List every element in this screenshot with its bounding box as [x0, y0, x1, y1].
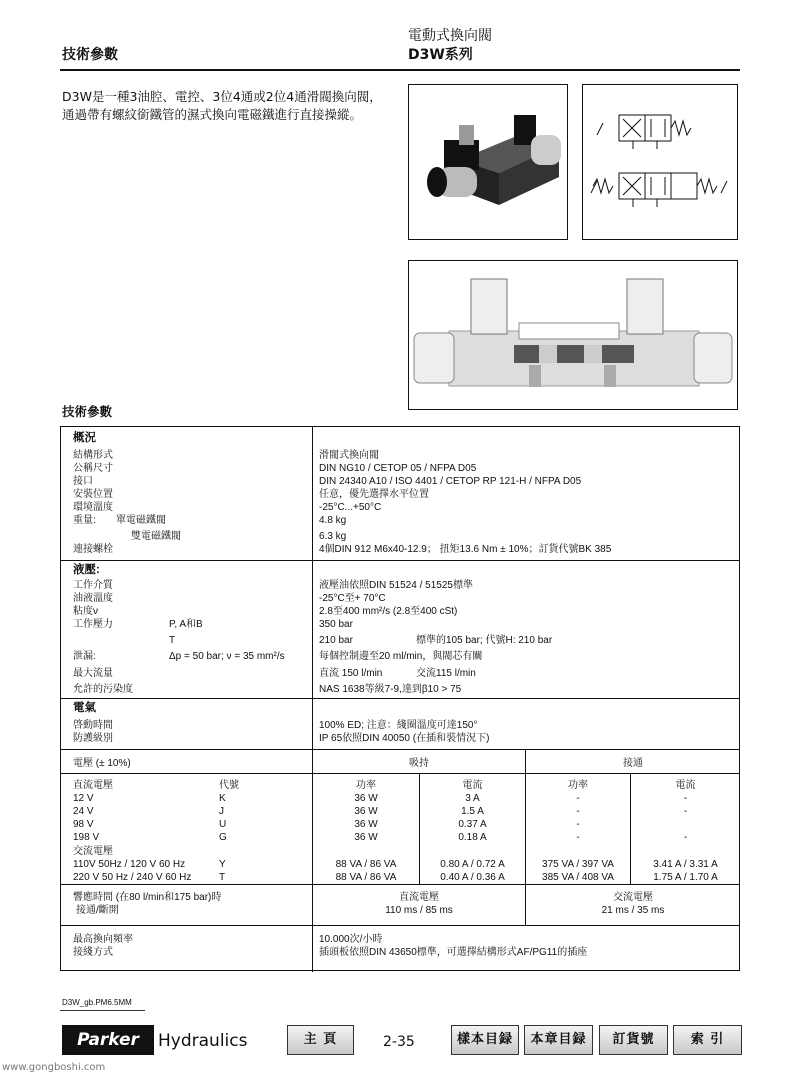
value-frequency: 10.000次/小時 [319, 934, 383, 945]
col-divider [312, 925, 313, 972]
product-series: D3W系列 [408, 47, 473, 63]
ac-title: 交流電壓 [73, 846, 113, 857]
footer-rule [60, 1010, 145, 1011]
index-button[interactable]: 索 引 [673, 1025, 742, 1055]
page-number: 2-35 [383, 1034, 415, 1050]
inrush-power-cell: - [576, 806, 580, 817]
response-sub: 接通/斷開 [76, 905, 119, 916]
row-divider [61, 925, 739, 926]
inrush-power-header: 功率 [568, 780, 588, 791]
home-button[interactable]: 主 頁 [287, 1025, 354, 1055]
code-cell: K [219, 793, 226, 804]
label-leakage-cond: Δp = 50 bar; ν = 35 mm²/s [169, 651, 285, 662]
label-viscosity: 粘度ν [73, 606, 98, 617]
label-bolts: 連接螺栓 [73, 544, 113, 555]
value-pressure-t-note: 標準的105 bar; 代號H: 210 bar [416, 635, 553, 646]
hold-power-cell: 36 W [354, 806, 378, 817]
response-ac-value: 21 ms / 35 ms [601, 905, 665, 916]
label-mount: 安裝位置 [73, 489, 113, 500]
value-duty: 100% ED; 注意：綫圈溫度可達150° [319, 720, 478, 731]
general-heading: 概況 [73, 432, 96, 444]
response-label: 響應時間 (在80 l/min和175 bar)時 [73, 892, 222, 903]
spec-section-title: 技術參數 [62, 404, 113, 419]
cross-section-drawing [408, 260, 738, 410]
value-pressure-pab: 350 bar [319, 619, 353, 630]
label-weight-double: 雙電磁鐵閥 [131, 531, 181, 542]
value-weight-double: 6.3 kg [319, 531, 347, 542]
value-leakage: 每個控制邊至20 ml/min，與閥芯有關 [319, 651, 483, 662]
value-fluid-temp: -25°C至+ 70°C [319, 593, 386, 604]
intro-line-2: 通過帶有螺紋銜鐵管的濕式換向電磁鐵進行直接操縱。 [62, 107, 363, 122]
label-leakage: 泄漏: [73, 651, 96, 662]
code-cell: J [219, 806, 224, 817]
hold-power-header: 功率 [356, 780, 376, 791]
value-max-flow-dc: 直流 150 l/min [319, 668, 383, 679]
label-weight: 重量: [73, 515, 96, 526]
hold-current-header: 電流 [462, 780, 483, 791]
catalog-index-button[interactable]: 樣本目録 [451, 1025, 519, 1055]
code-header: 代號 [219, 780, 239, 791]
value-bolts: 4個DIN 912 M6x40-12.9； 扭矩13.6 Nm ± 10%；訂貨代號BK 385 [319, 544, 612, 555]
value-contamination: NAS 1638等級7-9,達到β10 > 75 [319, 684, 462, 695]
voltage-cell: 198 V [73, 832, 100, 843]
hold-power-cell: 36 W [354, 832, 378, 843]
label-fluid: 工作介質 [73, 580, 113, 591]
voltage-cell: 24 V [73, 806, 94, 817]
code-cell: Y [219, 859, 226, 870]
inrush-current-header: 電流 [675, 780, 696, 791]
hold-power-cell: 88 VA / 86 VA [335, 859, 397, 870]
hold-current-cell: 1.5 A [461, 806, 484, 817]
value-weight-single: 4.8 kg [319, 515, 347, 526]
value-max-flow-ac: 交流115 l/min [416, 668, 476, 679]
row-divider [61, 698, 739, 699]
inrush-power-cell: - [576, 832, 580, 843]
inrush-current-cell: - [683, 832, 688, 843]
inrush-power-cell: 375 VA / 397 VA [542, 859, 614, 870]
inrush-current-cell: 3.41 A / 3.31 A [653, 859, 718, 870]
label-weight-single: 單電磁鐵閥 [116, 515, 166, 526]
row-divider [61, 560, 739, 561]
inrush-current-cell: - [683, 806, 688, 817]
hold-header: 吸持 [409, 758, 429, 769]
label-ambient: 環境溫度 [73, 502, 113, 513]
header-rule [60, 69, 740, 71]
value-mount: 任意，優先選擇水平位置 [319, 489, 429, 500]
row-divider [61, 773, 739, 774]
inrush-current-cell: - [683, 793, 688, 804]
response-ac-title: 交流電壓 [613, 892, 653, 903]
spool-symbol-diagram [583, 85, 737, 239]
label-wiring: 接綫方式 [73, 947, 113, 958]
spec-table [60, 426, 740, 971]
value-port: DIN 24340 A10 / ISO 4401 / CETOP RP 121-H / NFPA D05 [319, 476, 582, 487]
row-divider [61, 884, 739, 885]
intro-text [62, 88, 392, 124]
dc-title: 直流電壓 [73, 780, 113, 791]
code-cell: U [219, 819, 227, 830]
hold-current-cell: 0.40 A / 0.36 A [440, 872, 505, 883]
response-dc-title: 直流電壓 [399, 892, 439, 903]
label-duty: 啓動時間 [73, 720, 113, 731]
hold-current-cell: 0.37 A [458, 819, 487, 830]
label-structure: 結構形式 [73, 450, 113, 461]
product-photo [408, 84, 568, 240]
file-reference: D3W_gb.PM6.5MM [62, 998, 132, 1007]
label-pressure-pab: P, A和B [169, 619, 203, 630]
label-fluid-temp: 油液溫度 [73, 593, 113, 604]
voltage-cell: 12 V [73, 793, 94, 804]
order-code-button[interactable]: 訂貨號 [599, 1025, 668, 1055]
voltage-title: 電壓 (± 10%) [73, 758, 131, 769]
response-dc-value: 110 ms / 85 ms [385, 905, 453, 916]
inrush-power-cell: 385 VA / 408 VA [542, 872, 614, 883]
label-max-flow: 最大流量 [73, 668, 113, 679]
label-frequency: 最高換向頻率 [73, 934, 133, 945]
hold-current-cell: 0.18 A [458, 832, 487, 843]
inrush-header: 接通 [623, 758, 643, 769]
parker-logo: Parker [62, 1025, 154, 1055]
label-protection: 防護級別 [73, 733, 113, 744]
hold-power-cell: 36 W [354, 793, 378, 804]
intro-line-1: D3W是一種3油腔、電控、3位4通或2位4通滑閥換向閥， [62, 89, 382, 104]
inrush-power-cell: - [576, 819, 580, 830]
page-title-left: 技術參數 [62, 47, 118, 63]
label-port: 接口 [73, 476, 93, 487]
value-pressure-t: 210 bar [319, 635, 353, 646]
valve-photo-illustration [409, 85, 567, 239]
value-structure: 滑閥式換向閥 [319, 450, 379, 461]
value-size: DIN NG10 / CETOP 05 / NFPA D05 [319, 463, 477, 474]
brand-subtitle: Hydraulics [158, 1031, 248, 1051]
hydraulic-symbol [582, 84, 738, 240]
product-title: 電動式換向閥 [408, 28, 492, 44]
row-divider [61, 749, 739, 750]
value-viscosity: 2.8至400 mm²/s (2.8至400 cSt) [319, 606, 458, 617]
voltage-cell: 98 V [73, 819, 94, 830]
code-cell: G [219, 832, 227, 843]
hold-current-cell: 3 A [465, 793, 480, 804]
value-fluid: 液壓油依照DIN 51524 / 51525標準 [319, 580, 473, 591]
inrush-current-cell: 1.75 A / 1.70 A [653, 872, 718, 883]
hold-power-cell: 36 W [354, 819, 378, 830]
value-protection: IP 65依照DIN 40050 (在插和裝情況下) [319, 733, 490, 744]
value-wiring: 插頭板依照DIN 43650標準，可選擇結構形式AF/PG11的插座 [319, 947, 588, 958]
value-ambient: -25°C...+50°C [319, 502, 382, 513]
valve-section-illustration [409, 261, 737, 409]
chapter-index-button[interactable]: 本章目録 [524, 1025, 593, 1055]
voltage-cell: 220 V 50 Hz / 240 V 60 Hz [73, 872, 192, 883]
label-size: 公稱尺寸 [73, 463, 113, 474]
col-divider [312, 427, 313, 751]
hold-power-cell: 88 VA / 86 VA [335, 872, 397, 883]
label-pressure-t: T [169, 635, 176, 646]
code-cell: T [219, 872, 226, 883]
label-pressure: 工作壓力 [73, 619, 113, 630]
electric-heading: 電氣 [73, 702, 96, 714]
inrush-power-cell: - [576, 793, 580, 804]
hydraulic-heading: 液壓: [73, 564, 100, 576]
voltage-cell: 110V 50Hz / 120 V 60 Hz [73, 859, 186, 870]
watermark: www.gongboshi.com [2, 1062, 106, 1073]
hold-current-cell: 0.80 A / 0.72 A [440, 859, 505, 870]
label-contamination: 允許的污染度 [73, 684, 133, 695]
